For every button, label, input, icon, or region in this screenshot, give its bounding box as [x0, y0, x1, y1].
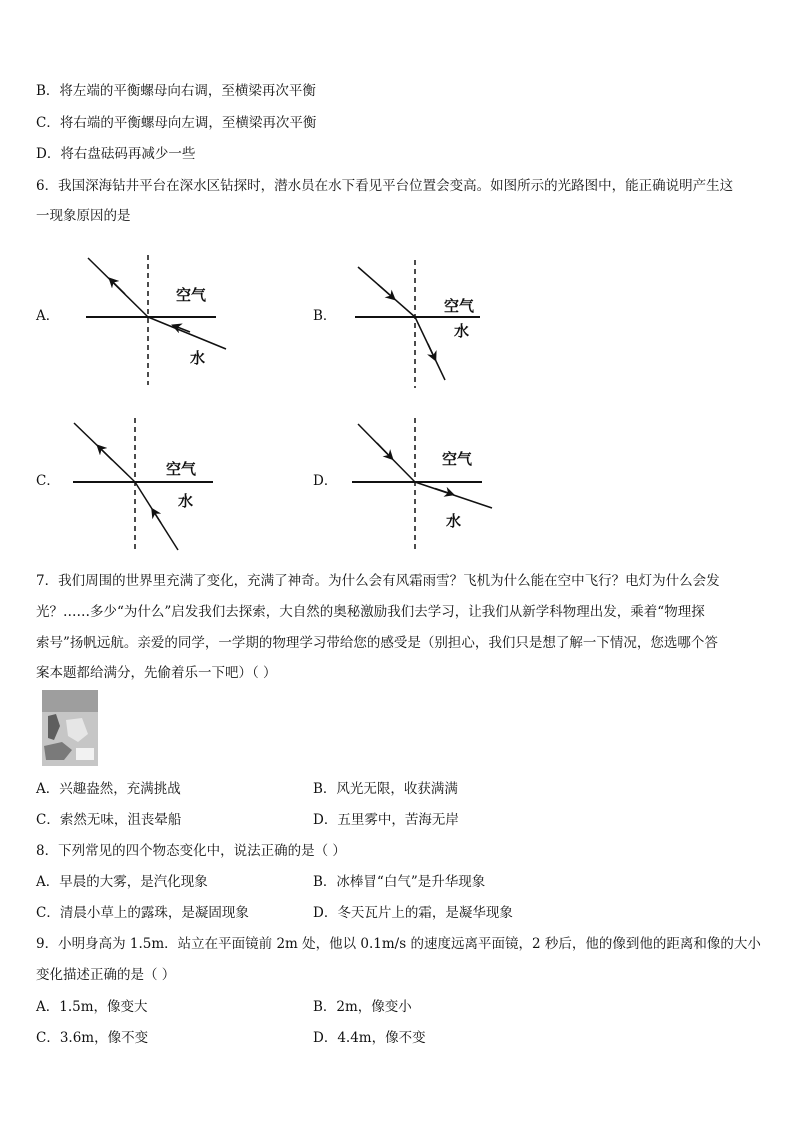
q6-b-water-label: 水 [454, 322, 470, 340]
q8-option-a: A．早晨的大雾，是汽化现象 [36, 874, 208, 890]
q6-option-d-letter: D． [313, 473, 338, 489]
q7-option-d: D．五里雾中，苦海无岸 [313, 812, 459, 828]
q6-d-water-label: 水 [446, 512, 462, 530]
q7-option-c: C．索然无味，沮丧晕船 [36, 812, 182, 828]
q9-stem-line1: 9．小明身高为 1.5m．站立在平面镜前 2m 处，他以 0.1m/s 的速度远离平面镜，2 秒后，他的像到他的距离和像的大小 [36, 936, 761, 952]
q6-a-air-label: 空气 [176, 286, 207, 304]
q6-c-water-label: 水 [178, 492, 194, 510]
q7-stem-line2: 光？……多少“为什么”启发我们去探索，大自然的奥秘激励我们去学习，让我们从新学科物理出发，乘着“物理探 [36, 604, 705, 620]
q6-a-water-label: 水 [190, 349, 206, 367]
q7-stem-line1: 7．我们周围的世界里充满了变化，充满了神奇。为什么会有风霜雨雪？飞机为什么能在空中飞行？电灯为什么会发 [36, 573, 720, 589]
q7-option-b: B．风光无限，收获满满 [313, 781, 458, 797]
q6-diagram-c [68, 418, 228, 558]
q9-option-d: D．4.4m，像不变 [313, 1030, 426, 1046]
q5-option-d: D．将右盘砝码再减少一些 [36, 146, 196, 162]
q6-diagram-a [80, 255, 240, 390]
q7-small-photo [42, 690, 98, 766]
q6-b-air-label: 空气 [444, 297, 475, 315]
q6-c-air-label: 空气 [166, 460, 197, 478]
q9-option-a: A．1.5m，像变大 [36, 999, 148, 1015]
q8-option-b: B．冰棒冒“白气”是升华现象 [313, 874, 486, 890]
q7-stem-line3: 索号”扬帆远航。亲爱的同学，一学期的物理学习带给您的感受是（别担心，我们只是想了解一下情况，您选哪个答 [36, 635, 718, 651]
q7-stem-line4: 案本题都给满分，先偷着乐一下吧）（ ） [36, 665, 277, 681]
q6-stem-line1: 6．我国深海钻井平台在深水区钻探时，潜水员在水下看见平台位置会变高。如图所示的光路图中，能正确说明产生这 [36, 178, 734, 194]
q6-d-air-label: 空气 [442, 450, 473, 468]
q9-option-c: C．3.6m，像不变 [36, 1030, 149, 1046]
q6-option-b-letter: B． [313, 308, 337, 324]
q9-option-b: B．2m，像变小 [313, 999, 412, 1015]
q6-diagram-d [350, 418, 500, 558]
q7-option-a: A．兴趣盎然，充满挑战 [36, 781, 181, 797]
q6-diagram-b [350, 260, 490, 395]
q8-option-c: C．清晨小草上的露珠，是凝固现象 [36, 905, 249, 921]
q8-option-d: D．冬天瓦片上的霜，是凝华现象 [313, 905, 513, 921]
q6-option-c-letter: C． [36, 473, 60, 489]
q9-stem-line2: 变化描述正确的是（ ） [36, 967, 176, 983]
q5-option-c: C．将右端的平衡螺母向左调，至横梁再次平衡 [36, 115, 317, 131]
q8-stem: 8．下列常见的四个物态变化中，说法正确的是（ ） [36, 843, 346, 859]
q6-stem-line2: 一现象原因的是 [36, 208, 131, 224]
q6-option-a-letter: A． [36, 308, 60, 324]
q5-option-b: B．将左端的平衡螺母向右调，至横梁再次平衡 [36, 83, 316, 99]
